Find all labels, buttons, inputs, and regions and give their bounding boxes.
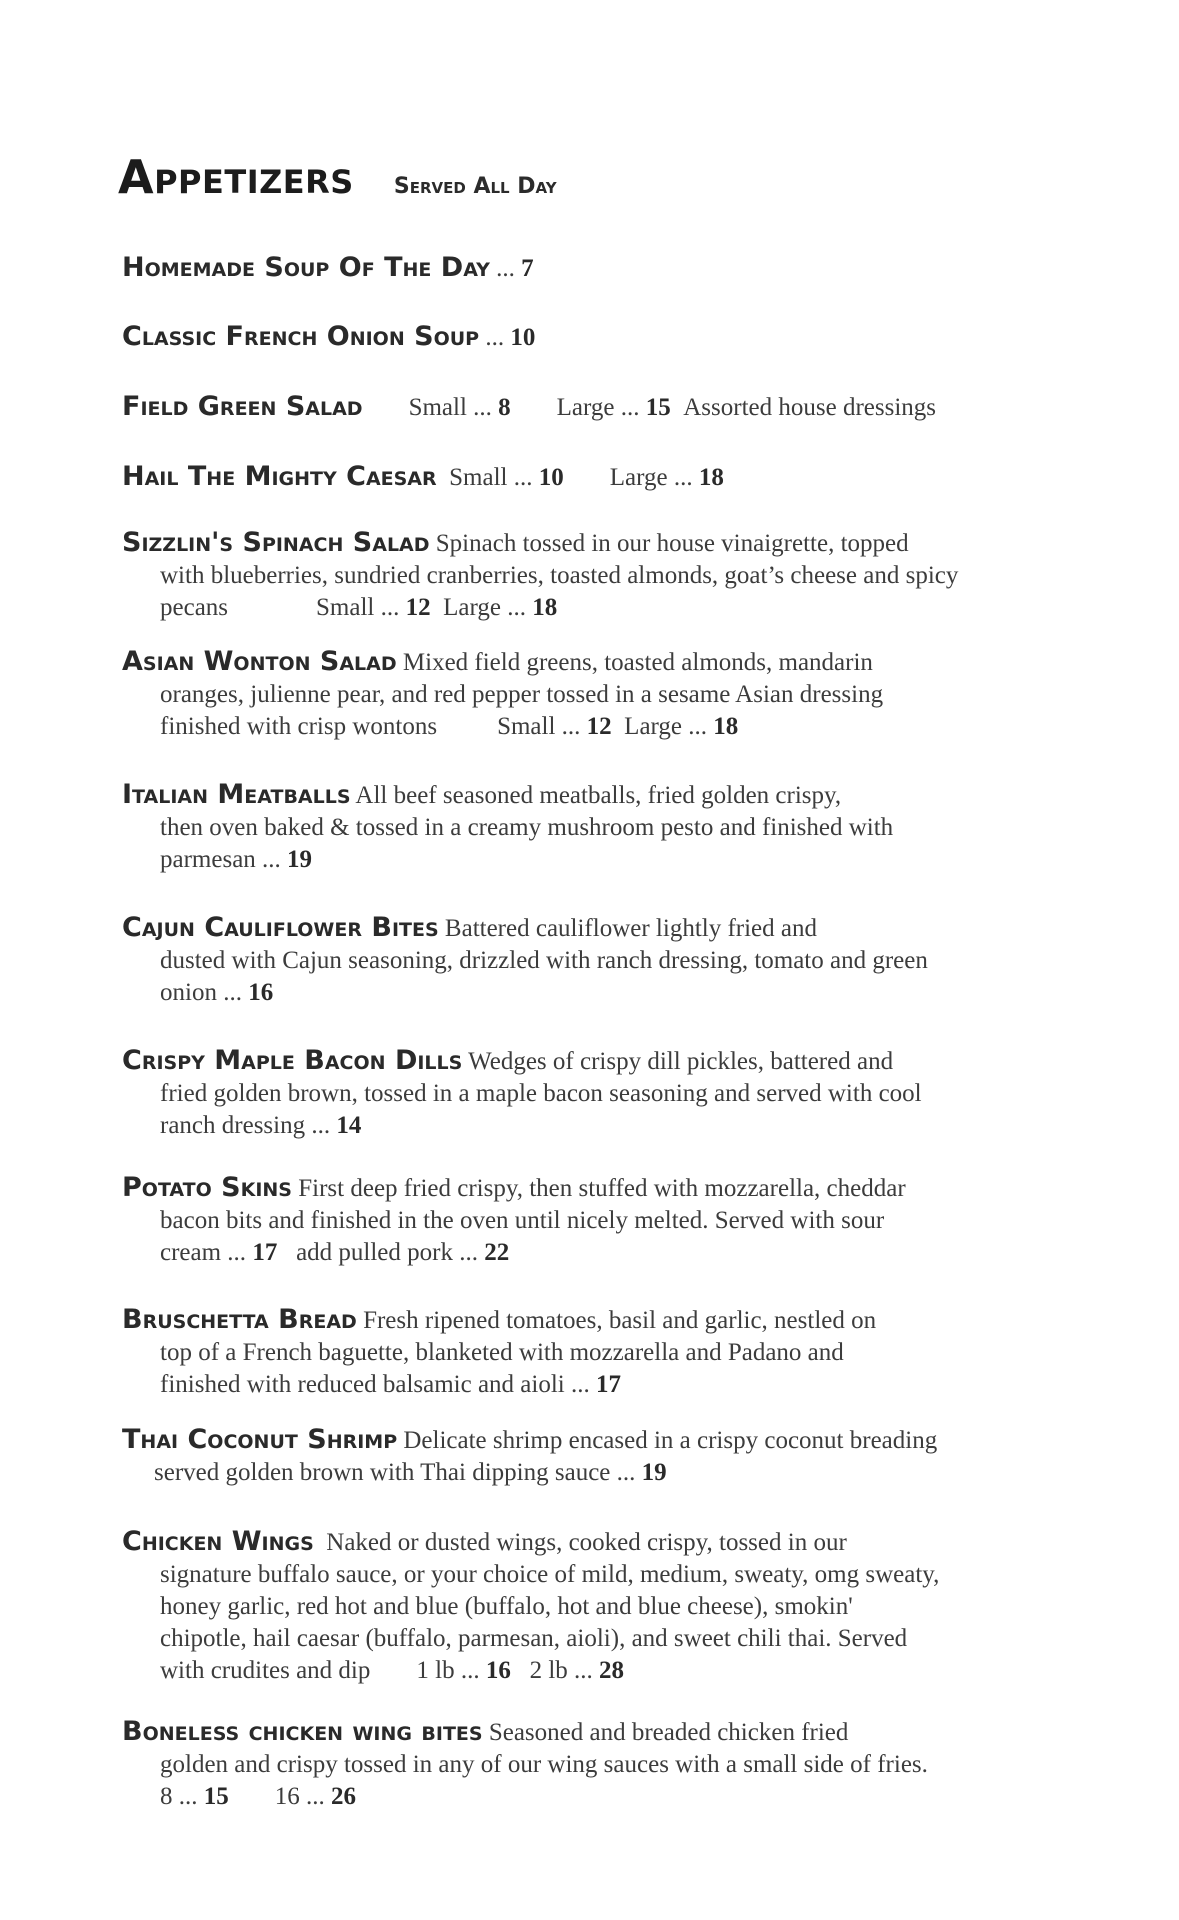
item-desc-line: Naked or dusted wings, cooked crispy, tossed in our [326, 1529, 847, 1556]
item-desc-last [122, 977, 1072, 1009]
menu-item-bruschetta [122, 1304, 1072, 1401]
item-name: Chicken Wings [122, 1526, 314, 1557]
large-price: 18 [713, 713, 739, 740]
item-price: 19 [641, 1459, 667, 1486]
item-desc-line: honey garlic, red hot and blue (buffalo, hot and blue cheese), smokin' [160, 1593, 853, 1620]
item-name: Cajun Cauliflower Bites [122, 912, 439, 943]
item-price: 7 [521, 255, 534, 282]
item-desc-last [122, 711, 1072, 743]
item-desc-line: Spinach tossed in our house vinaigrette, topped [435, 530, 909, 557]
large-label: Large ... [443, 594, 533, 621]
item-name: Italian Meatballs [122, 779, 351, 810]
large-label: Large ... [556, 394, 646, 421]
item-desc-line: finished with reduced balsamic and aioli ... [160, 1371, 596, 1398]
item-desc-last [122, 1369, 1072, 1401]
item-desc-line: golden and crispy tossed in any of our wing sauces with a small side of fries. [160, 1751, 928, 1778]
small-label: Small ... [497, 713, 587, 740]
item-desc-line: served golden brown with Thai dipping sauce ... [154, 1459, 642, 1486]
menu-item-boneless-wings [122, 1716, 1072, 1813]
item-desc-line: pecans [160, 594, 229, 621]
small-price: 8 [498, 394, 511, 421]
item-name: Field Green Salad [122, 391, 363, 422]
item-desc-line: fried golden brown, tossed in a maple bacon seasoning and served with cool [160, 1080, 922, 1107]
item-desc-line: oranges, julienne pear, and red pepper tossed in a sesame Asian dressing [160, 681, 884, 708]
item-name: Potato Skins [122, 1172, 292, 1203]
menu-item-meatballs [122, 779, 1072, 876]
item-desc-line: bacon bits and finished in the oven until nicely melted. Served with sour [160, 1207, 885, 1234]
item-desc-line: Mixed field greens, toasted almonds, mandarin [402, 649, 873, 676]
item-desc-line: cream ... [160, 1239, 253, 1266]
size1-price: 16 [485, 1657, 511, 1684]
item-desc-line: with blueberries, sundried cranberries, toasted almonds, goat’s cheese and spicy [160, 562, 959, 589]
large-price: 15 [645, 394, 671, 421]
size1-label: 1 lb ... [416, 1657, 486, 1684]
menu-item-soup [122, 252, 1072, 285]
menu-item-onion-soup [122, 321, 1072, 354]
large-label: Large ... [609, 464, 699, 491]
item-sep: ... [479, 324, 511, 351]
item-desc-line: chipotle, hail caesar (buffalo, parmesan, aioli), and sweet chili thai. Served [160, 1625, 908, 1652]
item-desc-line: onion ... [160, 979, 249, 1006]
item-name: Bruschetta Bread [122, 1304, 357, 1335]
item-name: Thai Coconut Shrimp [122, 1424, 398, 1455]
section-subtitle: Served All Day [393, 174, 557, 199]
item-desc-last [122, 1457, 1082, 1489]
large-price: 18 [698, 464, 724, 491]
size2-price: 28 [599, 1657, 625, 1684]
small-price: 10 [538, 464, 564, 491]
menu-item-bacon-dills [122, 1045, 1072, 1142]
menu-item-coconut-shrimp [122, 1424, 1082, 1489]
addon-label: add pulled pork ... [296, 1239, 485, 1266]
item-price: 14 [336, 1112, 362, 1139]
section-title: Appetizers [118, 150, 354, 204]
item-name: Classic French Onion Soup [122, 321, 480, 352]
item-price: 10 [510, 324, 536, 351]
item-sep: ... [489, 255, 522, 282]
small-price: 12 [586, 713, 612, 740]
item-desc-line: All beef seasoned meatballs, fried golden crispy, [355, 782, 842, 809]
menu-item-spinach-salad [122, 527, 1072, 624]
menu-item-potato-skins [122, 1172, 1072, 1269]
item-desc-last [122, 1110, 1072, 1142]
small-price: 12 [405, 594, 431, 621]
item-name: Boneless chicken wing bites [122, 1716, 483, 1747]
section-header [118, 150, 557, 204]
large-price: 18 [532, 594, 558, 621]
small-label: Small ... [449, 464, 539, 491]
item-name: Sizzlin's Spinach Salad [122, 527, 430, 558]
item-desc-last [122, 844, 1072, 876]
item-price: 16 [248, 979, 274, 1006]
item-desc-line: Wedges of crispy dill pickles, battered and [468, 1048, 894, 1075]
item-desc-line: top of a French baguette, blanketed with mozzarella and Padano and [160, 1339, 844, 1366]
large-label: Large ... [624, 713, 714, 740]
small-label: Small ... [408, 394, 499, 421]
menu-item-caesar [122, 461, 1072, 494]
menu-item-wonton-salad [122, 646, 1072, 743]
size2-price: 26 [331, 1783, 356, 1810]
item-desc-line: Fresh ripened tomatoes, basil and garlic, nestled on [363, 1307, 877, 1334]
item-desc-last [122, 1655, 1072, 1687]
size2-label: 2 lb ... [529, 1657, 600, 1684]
item-name: Asian Wonton Salad [122, 646, 397, 677]
item-desc-line: dusted with Cajun seasoning, drizzled with ranch dressing, tomato and green [160, 947, 928, 974]
size2-label: 16 ... [274, 1783, 331, 1810]
menu-item-chicken-wings [122, 1526, 1072, 1687]
small-label: Small ... [316, 594, 406, 621]
menu-item-cauliflower [122, 912, 1072, 1009]
item-desc-line: with crudites and dip [160, 1657, 371, 1684]
item-desc-last [122, 1781, 1072, 1813]
item-name: Hail The Mighty Caesar [122, 461, 437, 492]
item-note: Assorted house dressings [683, 394, 937, 421]
item-price: 17 [252, 1239, 278, 1266]
item-desc-line: signature buffalo sauce, or your choice of mild, medium, sweaty, omg sweaty, [160, 1561, 940, 1588]
item-desc-line: finished with crisp wontons [160, 713, 438, 740]
item-desc-line: parmesan ... [160, 846, 288, 873]
item-desc-line: Seasoned and breaded chicken fried [488, 1719, 849, 1746]
item-desc-last [122, 592, 1072, 624]
item-price: 17 [596, 1371, 621, 1398]
addon-price: 22 [484, 1239, 510, 1266]
item-desc-line: First deep fried crispy, then stuffed with mozzarella, cheddar [298, 1175, 906, 1202]
item-name: Crispy Maple Bacon Dills [122, 1045, 463, 1076]
size1-label: 8 ... [160, 1783, 204, 1810]
menu-item-field-green-salad [122, 391, 1072, 424]
item-desc-line: Delicate shrimp encased in a crispy coconut breading [403, 1427, 938, 1454]
item-desc-last [122, 1237, 1072, 1269]
item-desc-line: then oven baked & tossed in a creamy mushroom pesto and finished with [160, 814, 894, 841]
size1-price: 15 [203, 1783, 229, 1810]
item-name: Homemade Soup Of The Day [122, 252, 490, 283]
item-desc-line: Battered cauliflower lightly fried and [444, 915, 818, 942]
item-desc-line: ranch dressing ... [160, 1112, 337, 1139]
item-price: 19 [287, 846, 313, 873]
